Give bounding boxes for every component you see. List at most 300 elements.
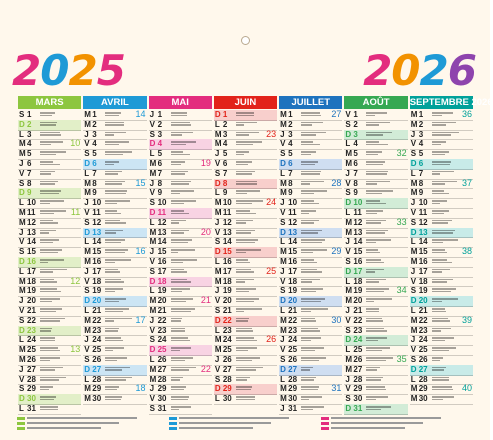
day-letter: V: [84, 345, 90, 355]
month-column: [213, 96, 278, 414]
day-letter: S: [280, 149, 286, 159]
day-letter: D: [149, 276, 156, 286]
saint-name-text: [301, 199, 340, 206]
day-number: 15: [418, 247, 428, 257]
day-letter: D: [19, 394, 25, 404]
day-letter: J: [149, 384, 155, 394]
day-number: 16: [27, 257, 36, 266]
day-number: 12: [27, 217, 36, 227]
day-letter: V: [280, 345, 286, 355]
day-number: 11: [157, 208, 167, 217]
day-number: 14: [353, 237, 363, 247]
saint-name-text: [105, 150, 144, 157]
day-letter: M: [345, 286, 353, 296]
week-number: 10: [70, 138, 81, 149]
day-letter: L: [84, 306, 90, 315]
saint-name-text: [171, 385, 210, 392]
day-number: 9: [418, 188, 424, 198]
day-letter: M: [84, 325, 91, 335]
saint-name-text: [171, 405, 210, 412]
saint-name-text: [366, 297, 405, 304]
day-number: 29: [27, 384, 36, 394]
day-number: 8: [222, 178, 228, 188]
day-number: 30: [222, 394, 232, 404]
day-number: 17: [27, 266, 36, 276]
day-letter: V: [149, 325, 155, 335]
saint-name-text: [105, 366, 144, 373]
day-letter: D: [19, 257, 25, 266]
day-number: 22: [353, 315, 363, 325]
day-letter: S: [214, 306, 221, 315]
day-letter: L: [410, 306, 416, 315]
day-number: 20: [222, 296, 232, 306]
day-number: 17: [418, 266, 428, 276]
day-letter: L: [214, 325, 220, 335]
saint-name-text: [301, 229, 340, 236]
day-letter: D: [149, 208, 156, 217]
saint-name-text: [40, 219, 79, 226]
day-letter: L: [19, 266, 24, 276]
week-number: 37: [461, 177, 472, 188]
day-letter: L: [149, 355, 155, 364]
day-letter: M: [149, 364, 157, 374]
saint-name-text: [366, 248, 405, 255]
day-row: [18, 404, 81, 415]
day-number: 30: [418, 394, 428, 404]
day-letter: J: [410, 335, 416, 345]
saint-name-text: [40, 160, 79, 167]
month-days: [82, 110, 147, 414]
day-letter: D: [410, 227, 417, 237]
day-letter: M: [410, 394, 418, 404]
legend-line: [321, 416, 441, 420]
day-letter: D: [280, 159, 286, 168]
day-letter: S: [280, 355, 286, 364]
saint-name-text: [432, 366, 471, 373]
day-letter: J: [345, 168, 350, 178]
day-letter: V: [84, 276, 90, 286]
day-letter: M: [84, 394, 91, 404]
saint-name-text: [366, 180, 405, 187]
year-digit: 2: [419, 46, 448, 95]
day-number: 31: [353, 404, 363, 413]
day-letter: D: [84, 364, 91, 374]
day-number: 15: [157, 247, 167, 257]
saint-name-text: [366, 336, 405, 343]
day-number: 17: [222, 266, 232, 276]
saint-name-text: [366, 385, 405, 392]
saint-name-text: [366, 140, 405, 147]
day-letter: M: [84, 257, 91, 266]
day-letter: S: [345, 394, 351, 404]
day-number: 19: [288, 286, 298, 296]
saint-name-text: [40, 327, 79, 334]
day-row: [214, 394, 277, 405]
day-letter: V: [410, 139, 417, 149]
day-number: 24: [27, 335, 36, 345]
day-letter: S: [84, 217, 90, 227]
day-row: [410, 394, 473, 405]
day-letter: D: [149, 345, 156, 355]
day-letter: D: [214, 110, 221, 119]
day-number: 22: [418, 315, 428, 325]
day-number: 5: [157, 149, 163, 159]
day-letter: V: [345, 315, 351, 325]
day-number: 18: [157, 276, 167, 286]
day-letter: M: [410, 119, 418, 129]
saint-name-text: [432, 140, 471, 147]
day-number: 3: [27, 129, 32, 139]
day-letter: L: [214, 394, 220, 404]
day-number: 9: [288, 188, 293, 198]
day-number: 2: [288, 119, 293, 129]
day-letter: J: [280, 129, 285, 139]
saint-name-text: [40, 199, 79, 206]
day-letter: V: [345, 178, 351, 188]
day-number: 26: [288, 355, 298, 364]
saint-name-text: [301, 297, 340, 304]
day-letter: M: [410, 325, 418, 335]
day-number: 1: [418, 110, 424, 119]
year-digit: 2: [12, 46, 41, 95]
saint-name-text: [432, 356, 471, 363]
day-number: 5: [353, 149, 358, 159]
saint-name-text: [171, 307, 210, 314]
day-number: 3: [157, 129, 163, 139]
saint-name-text: [366, 189, 405, 196]
saint-name-text: [171, 258, 210, 265]
week-number: 23: [266, 128, 277, 139]
day-letter: S: [149, 198, 155, 208]
day-number: 6: [27, 159, 32, 168]
day-number: 31: [157, 404, 167, 413]
day-letter: J: [84, 266, 89, 276]
day-letter: L: [149, 217, 155, 227]
day-letter: V: [345, 247, 351, 257]
day-number: 14: [27, 237, 36, 247]
saint-name-text: [432, 121, 471, 128]
day-letter: L: [84, 237, 90, 247]
week-number: 34: [396, 285, 407, 296]
saint-name-text: [105, 199, 144, 206]
day-number: 18: [288, 276, 298, 286]
day-letter: J: [149, 178, 155, 188]
day-number: 21: [353, 306, 363, 315]
day-number: 1: [288, 110, 293, 119]
day-number: 16: [353, 257, 363, 266]
week-number: 27: [331, 109, 342, 119]
day-letter: S: [345, 325, 351, 335]
day-letter: V: [19, 306, 25, 315]
day-letter: S: [280, 286, 286, 296]
week-number: 36: [461, 109, 472, 119]
day-number: 23: [288, 325, 298, 335]
day-letter: M: [410, 384, 418, 394]
day-number: 16: [288, 257, 298, 266]
day-letter: M: [19, 208, 26, 217]
day-number: 27: [222, 364, 232, 374]
week-number: 17: [135, 314, 146, 325]
day-number: 26: [418, 355, 428, 364]
day-number: 27: [27, 364, 36, 374]
saint-name-text: [432, 219, 471, 226]
saint-name-text: [236, 258, 275, 265]
day-letter: M: [345, 296, 353, 306]
saint-name-text: [171, 336, 210, 343]
saint-name-text: [301, 287, 340, 294]
day-letter: V: [214, 159, 221, 168]
day-letter: M: [214, 266, 222, 276]
month-column: [82, 96, 147, 414]
day-number: 7: [288, 168, 293, 178]
day-letter: M: [280, 394, 287, 404]
saint-name-text: [301, 336, 340, 343]
day-letter: S: [410, 149, 417, 159]
day-number: 21: [418, 306, 428, 315]
day-number: 22: [92, 315, 102, 325]
saint-name-text: [366, 395, 405, 402]
saint-name-text: [171, 356, 210, 363]
month-header: SEPTEMBRE 2026: [409, 97, 493, 108]
week-number: 26: [266, 334, 277, 345]
day-letter: L: [149, 149, 155, 159]
day-letter: S: [149, 404, 155, 413]
day-row: [149, 404, 212, 415]
day-letter: D: [214, 178, 221, 188]
day-letter: D: [214, 384, 221, 394]
saint-name-text: [301, 170, 340, 177]
saint-name-text: [236, 150, 275, 157]
day-letter: M: [84, 119, 91, 129]
day-number: 25: [418, 345, 428, 355]
year-digit: 2: [68, 46, 97, 95]
day-letter: M: [280, 119, 287, 129]
day-letter: V: [345, 384, 351, 394]
saint-name-text: [40, 150, 79, 157]
day-number: 10: [92, 198, 102, 208]
day-letter: M: [84, 178, 91, 188]
day-number: 9: [222, 188, 228, 198]
day-letter: J: [345, 306, 350, 315]
day-letter: J: [84, 335, 89, 345]
day-number: 30: [288, 394, 298, 404]
day-number: 27: [157, 364, 167, 374]
saint-name-text: [432, 376, 471, 383]
saint-name-text: [236, 297, 275, 304]
day-number: 17: [157, 266, 167, 276]
day-number: 6: [157, 159, 163, 168]
day-number: 16: [418, 257, 428, 266]
week-number: 12: [70, 275, 81, 286]
day-letter: L: [345, 345, 351, 355]
day-letter: M: [410, 178, 418, 188]
day-letter: M: [214, 208, 222, 217]
day-number: 4: [27, 139, 32, 149]
saint-name-text: [105, 219, 144, 226]
saint-name-text: [432, 346, 471, 353]
day-number: 25: [92, 345, 102, 355]
week-number: 30: [331, 314, 342, 325]
month-header: JUILLET: [279, 96, 342, 109]
week-number: 21: [200, 295, 211, 306]
saint-name-text: [40, 238, 79, 245]
day-number: 5: [418, 149, 424, 159]
day-letter: J: [149, 315, 155, 325]
day-number: 9: [92, 188, 97, 198]
day-number: 18: [92, 276, 102, 286]
day-letter: S: [280, 217, 286, 227]
day-letter: S: [345, 119, 351, 129]
day-letter: M: [280, 257, 287, 266]
saint-name-text: [301, 258, 340, 265]
day-letter: D: [280, 364, 286, 374]
saint-name-text: [432, 287, 471, 294]
day-number: 17: [353, 266, 363, 276]
saint-name-text: [366, 209, 405, 216]
day-number: 13: [353, 227, 363, 237]
day-number: 14: [157, 237, 167, 247]
saint-name-text: [432, 258, 471, 265]
saint-name-text: [236, 366, 275, 373]
saint-name-text: [432, 307, 471, 314]
day-letter: S: [410, 355, 417, 364]
saint-name-text: [301, 405, 340, 412]
day-number: 10: [157, 198, 167, 208]
day-number: 24: [418, 335, 428, 345]
saint-name-text: [301, 131, 340, 138]
day-number: 25: [27, 345, 36, 355]
legend-line: [17, 416, 137, 420]
day-number: 29: [288, 384, 298, 394]
day-number: 27: [418, 364, 428, 374]
day-number: 31: [27, 404, 36, 413]
day-number: 27: [92, 364, 102, 374]
day-letter: M: [410, 315, 418, 325]
day-letter: S: [410, 217, 417, 227]
saint-name-text: [171, 346, 210, 353]
day-row: [279, 404, 342, 415]
saint-name-text: [432, 268, 471, 275]
day-number: 20: [288, 296, 298, 306]
day-number: 14: [288, 237, 298, 247]
saint-name-text: [40, 229, 79, 236]
day-number: 2: [418, 119, 424, 129]
day-letter: J: [410, 266, 416, 276]
day-number: 12: [288, 217, 298, 227]
saint-name-text: [105, 297, 144, 304]
day-letter: V: [280, 276, 286, 286]
day-number: 4: [353, 139, 358, 149]
saint-name-text: [171, 199, 210, 206]
saint-name-text: [236, 385, 275, 392]
saint-name-text: [40, 366, 79, 373]
saint-name-text: [236, 248, 275, 255]
saint-name-text: [40, 121, 79, 128]
saint-name-text: [171, 150, 210, 157]
month-days: [17, 110, 82, 414]
day-number: 15: [27, 247, 36, 257]
day-letter: J: [19, 364, 24, 374]
day-letter: L: [280, 168, 286, 178]
day-letter: M: [214, 198, 222, 208]
day-letter: V: [410, 208, 417, 217]
saint-name-text: [301, 238, 340, 245]
saint-name-text: [40, 385, 79, 392]
day-letter: S: [19, 384, 25, 394]
day-number: 7: [353, 168, 358, 178]
saint-name-text: [301, 189, 340, 196]
saint-name-text: [236, 189, 275, 196]
day-letter: S: [84, 149, 90, 159]
saint-name-text: [301, 150, 340, 157]
day-letter: D: [214, 247, 221, 257]
saint-name-text: [171, 140, 210, 147]
day-number: 23: [92, 325, 102, 335]
month-days: [148, 110, 213, 414]
saint-name-text: [366, 327, 405, 334]
month-days: [409, 110, 474, 414]
day-number: 19: [157, 286, 167, 296]
saint-name-text: [105, 278, 144, 285]
day-letter: D: [410, 296, 417, 306]
saint-name-text: [40, 180, 79, 187]
day-letter: M: [149, 237, 157, 247]
day-letter: V: [149, 188, 155, 198]
day-letter: M: [345, 149, 353, 159]
day-letter: D: [84, 159, 91, 168]
day-number: 31: [288, 404, 298, 413]
day-number: 5: [27, 149, 32, 159]
day-number: 12: [222, 217, 232, 227]
day-number: 19: [222, 286, 232, 296]
saint-name-text: [366, 366, 405, 373]
day-letter: J: [149, 110, 155, 119]
day-letter: M: [345, 217, 353, 227]
saint-name-text: [171, 180, 210, 187]
day-letter: D: [345, 266, 352, 276]
calendar-grid: [17, 96, 493, 414]
day-number: 23: [157, 325, 167, 335]
saint-name-text: [105, 140, 144, 147]
day-number: 9: [157, 188, 163, 198]
saint-name-text: [366, 376, 405, 383]
saint-name-text: [236, 229, 275, 236]
day-letter: M: [149, 296, 157, 306]
day-letter: V: [19, 168, 25, 178]
saint-name-text: [432, 150, 471, 157]
day-number: 27: [353, 364, 363, 374]
saint-name-text: [171, 111, 210, 118]
month-column: [278, 96, 343, 414]
week-number: 22: [200, 363, 211, 374]
week-number: 39: [461, 314, 472, 325]
day-letter: L: [280, 374, 286, 384]
day-letter: M: [280, 178, 287, 188]
saint-name-text: [236, 376, 275, 383]
month-header: AVRIL: [83, 96, 146, 109]
week-number: 28: [331, 177, 342, 188]
saint-name-text: [105, 395, 144, 402]
day-letter: M: [280, 110, 287, 119]
day-letter: M: [149, 159, 157, 168]
day-number: 11: [418, 208, 428, 217]
day-letter: V: [19, 237, 25, 247]
day-letter: J: [84, 198, 89, 208]
saint-name-text: [171, 170, 210, 177]
day-number: 29: [157, 384, 167, 394]
saint-name-text: [432, 395, 471, 402]
week-number: 33: [396, 216, 407, 227]
